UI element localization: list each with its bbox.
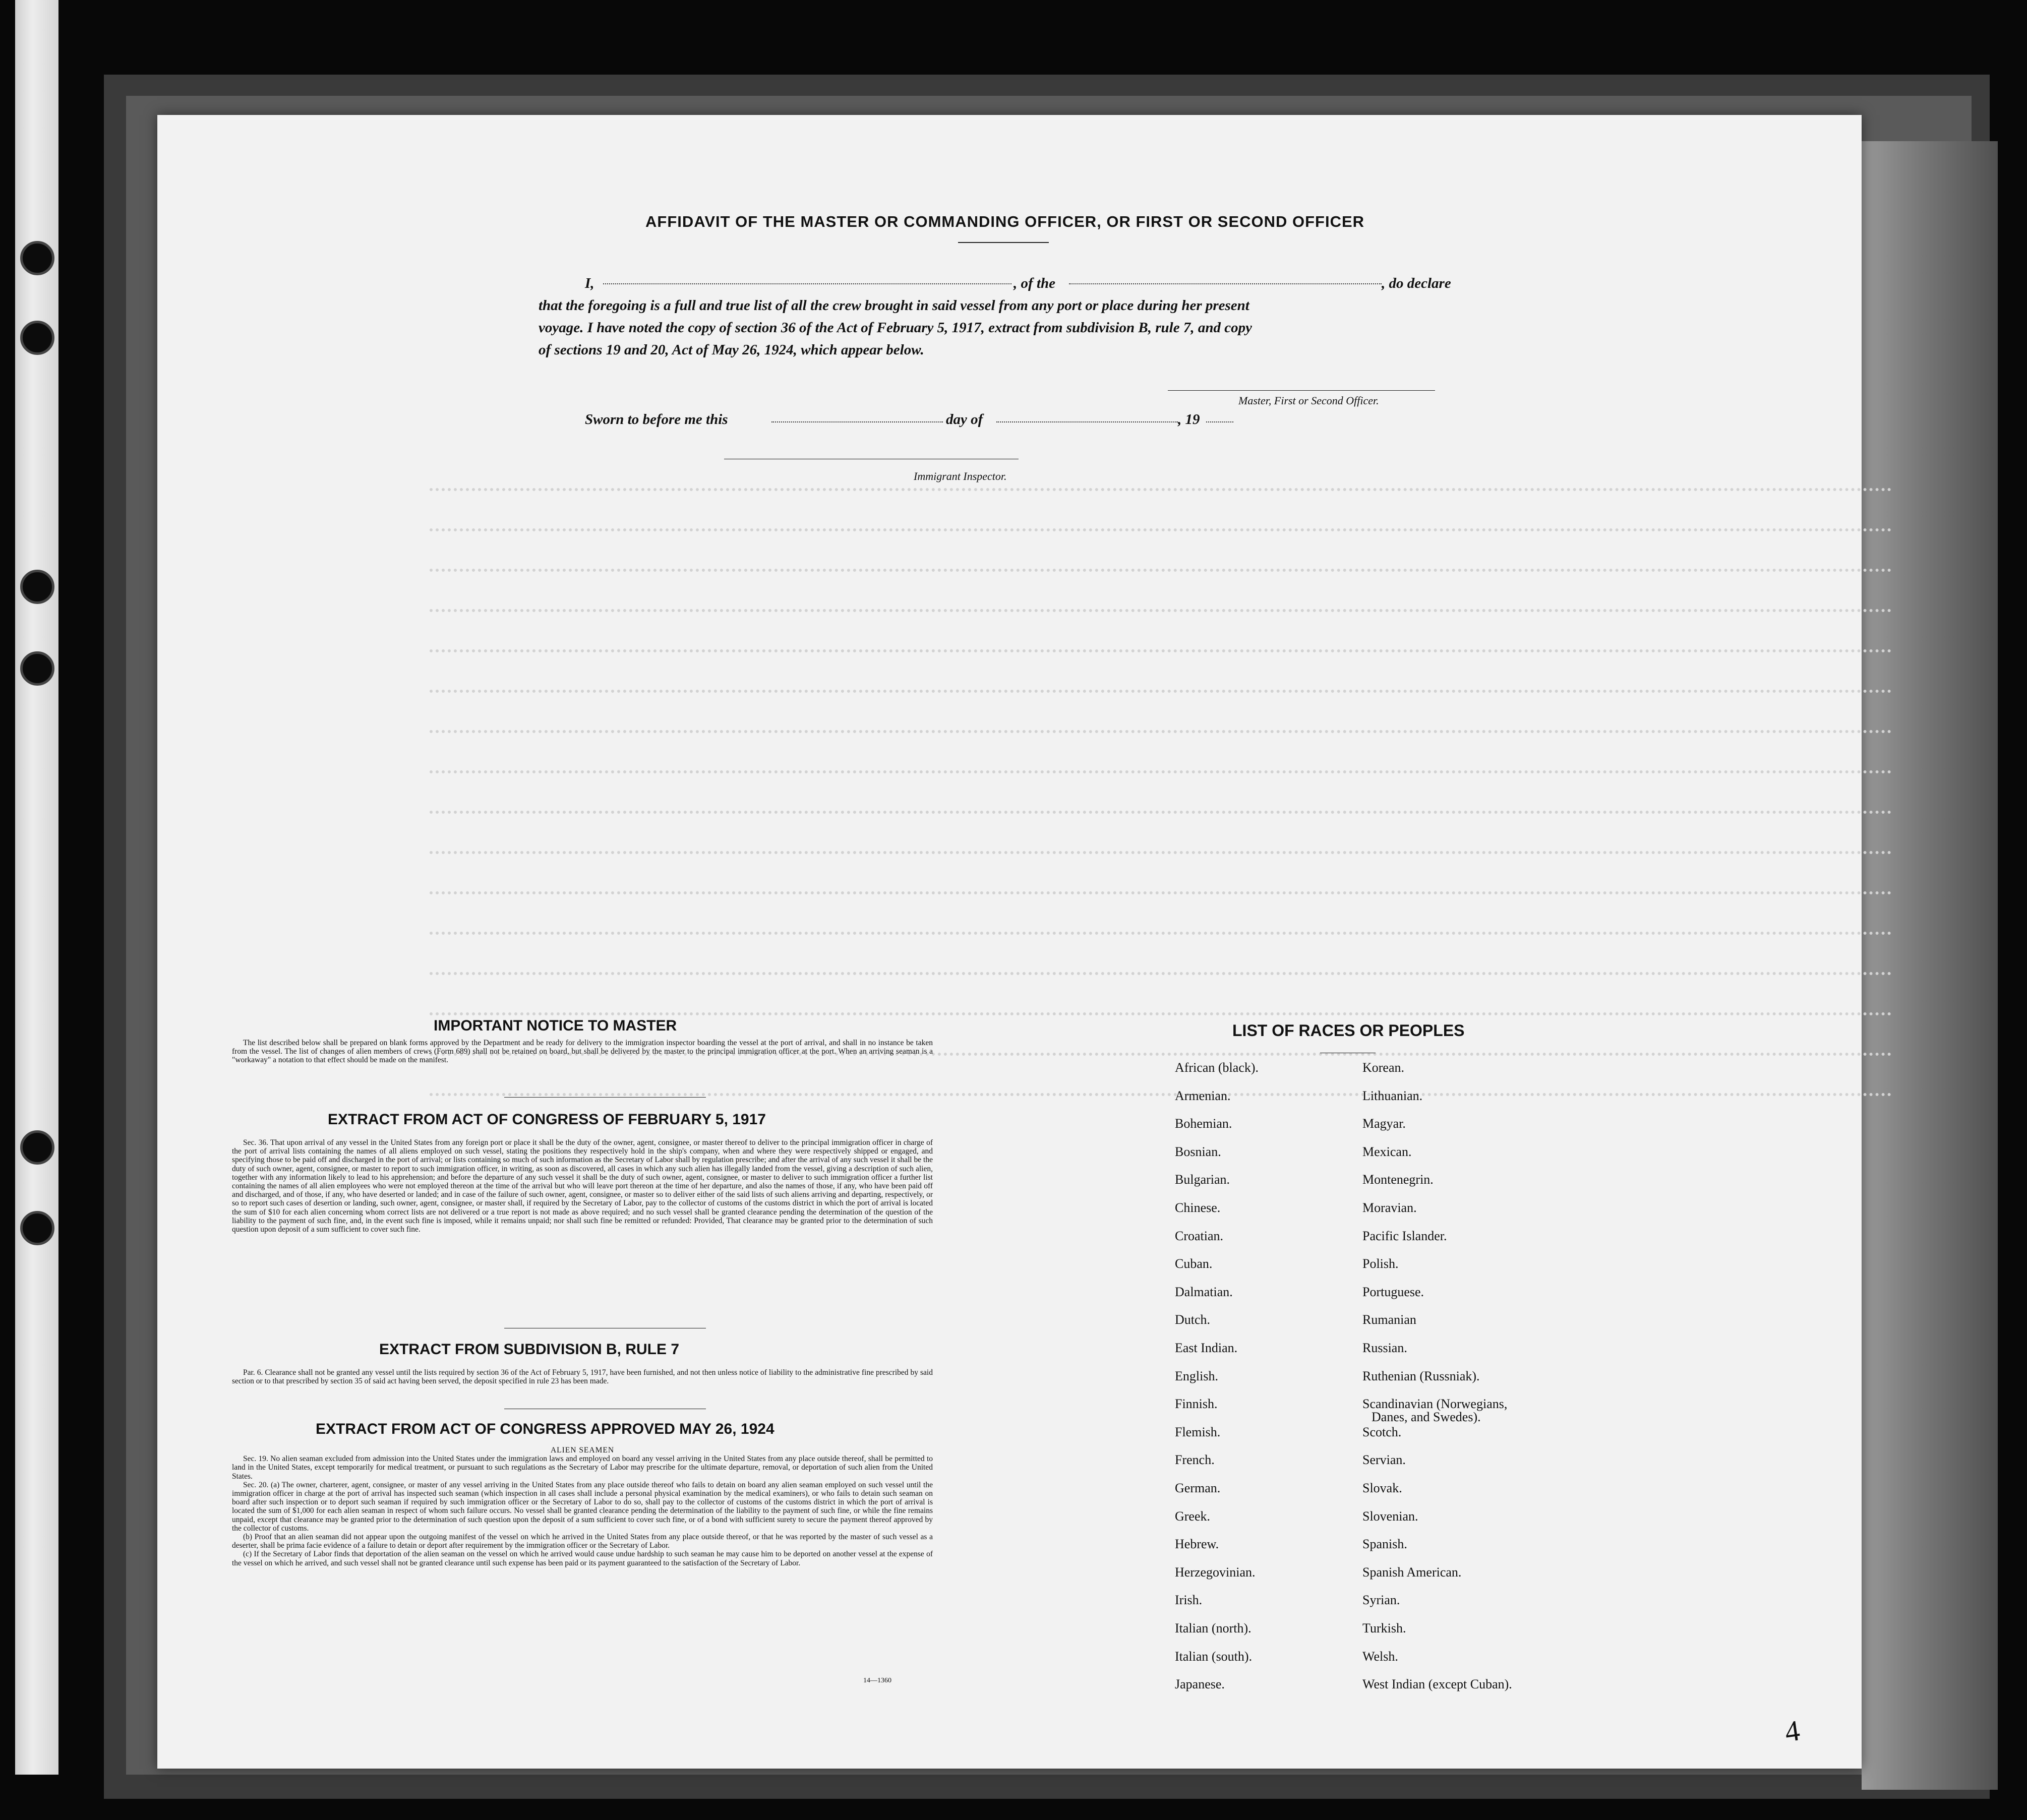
race-item: Flemish. [1175, 1424, 1221, 1439]
sworn-day-of: day of [946, 411, 983, 428]
races-title: LIST OF RACES OR PEOPLES [1232, 1021, 1465, 1040]
race-item: German. [1175, 1481, 1221, 1495]
race-item: Danes, and Swedes). [1372, 1410, 1481, 1425]
affidavit-i: I, [585, 275, 594, 291]
bleed-through-row [430, 690, 1892, 708]
extract-1924-title: EXTRACT FROM ACT OF CONGRESS APPROVED MAY 26, 1924 [316, 1421, 774, 1437]
punch-hole [20, 570, 54, 604]
race-item: Japanese. [1175, 1677, 1225, 1692]
bleed-through-row [430, 649, 1892, 668]
notice-title: IMPORTANT NOTICE TO MASTER [434, 1017, 677, 1034]
name-blank [603, 283, 1011, 284]
inspector-label: Immigrant Inspector. [914, 470, 1007, 482]
sworn-year-blank [1206, 421, 1233, 422]
race-item: Dutch. [1175, 1312, 1211, 1327]
extract-1917-text [232, 1138, 933, 1234]
race-item: West Indian (except Cuban). [1362, 1677, 1512, 1692]
bleed-through-row [430, 891, 1892, 909]
punch-hole [20, 321, 54, 355]
bleed-through-row [430, 851, 1892, 869]
section-divider [504, 1097, 706, 1098]
extract-1924-text [232, 1446, 933, 1567]
punch-hole [20, 651, 54, 686]
title-underline [958, 242, 1049, 243]
master-signature-label: Master, First or Second Officer. [1238, 394, 1379, 407]
race-item: Mexican. [1362, 1144, 1412, 1159]
race-item: Bosnian. [1175, 1144, 1221, 1159]
sworn-day-blank [771, 421, 943, 422]
race-item: Dalmatian. [1175, 1284, 1233, 1299]
page-number: 4 [1782, 1714, 1802, 1748]
race-item: Ruthenian (Russniak). [1362, 1368, 1480, 1383]
notice-text [232, 1039, 933, 1065]
race-item: Montenegrin. [1362, 1172, 1434, 1187]
race-item: Welsh. [1362, 1649, 1398, 1664]
race-item: Syrian. [1362, 1593, 1400, 1608]
punch-hole [20, 1130, 54, 1165]
race-item: Spanish American. [1362, 1564, 1462, 1580]
race-item: Magyar. [1362, 1116, 1406, 1131]
extract-1917-title: EXTRACT FROM ACT OF CONGRESS OF FEBRUARY 5, 1917 [328, 1111, 766, 1128]
bleed-through-row [430, 569, 1892, 587]
race-item: Rumanian [1362, 1312, 1416, 1327]
sworn-month-blank [996, 421, 1178, 422]
affidavit-line-2: that the foregoing is a full and true list of all the crew brought in said vessel from any port or place during her present [539, 297, 1249, 314]
notice-paragraph: The list described below shall be prepared on blank forms approved by the Department and be ready for delivery to the immigration inspector boarding the vessel at the port of arrival, and shall in no instance be taken from the vessel. The list of changes of alien members of crews (Form 689) shall not be retained on board, but shall be delivered by the master to the principal immigration officer at the port. When an arriving seaman is a "workaway" a notation to that effect should be made on the manifest. [232, 1039, 933, 1065]
bleed-through-row [430, 932, 1892, 950]
page-edge [1862, 141, 1998, 1790]
race-item: Portuguese. [1362, 1284, 1424, 1299]
binder-strip [15, 0, 58, 1775]
race-item: Spanish. [1362, 1537, 1407, 1552]
race-item: Bulgarian. [1175, 1172, 1230, 1187]
section-20a-paragraph: Sec. 20. (a) The owner, charterer, agent, consignee, or master of any vessel arriving in the United States from any place outside thereof who fails to detain on board any alien seaman employed on such vessel until the immigration officer in charge at the port of arrival has inspected such seaman (which inspection in all cases shall include a personal physical examination by the medical examiners), or who fails to detain such seaman on board after such inspection or to deport such seaman if required by such immigration officer or the Secretary of Labor to do so, shall pay to the collector of customs of the customs district in which the port of arrival is located the sum of $1,000 for each alien seaman in respect of whom such failure occurs. No vessel shall be granted clearance pending the determination of the liability to the payment of such fine, or while the fine remains unpaid, except that clearance may be granted prior to the determination of such question upon the deposit of a sum sufficient to cover such fine, or of a bond with sufficient surety to secure the payment thereof approved by the collector of customs. [232, 1480, 933, 1533]
affidavit-line-4: of sections 19 and 20, Act of May 26, 1924, which appear below. [539, 342, 924, 358]
race-item: Finnish. [1175, 1397, 1218, 1412]
race-item: Scotch. [1362, 1424, 1402, 1439]
race-item: Italian (south). [1175, 1649, 1253, 1664]
form-number: 14—1360 [863, 1677, 891, 1684]
subdivision-b-title: EXTRACT FROM SUBDIVISION B, RULE 7 [379, 1341, 680, 1358]
race-item: Herzegovinian. [1175, 1564, 1256, 1580]
race-item: Korean. [1362, 1060, 1405, 1075]
subdivision-b-text [232, 1368, 933, 1385]
race-item: Hebrew. [1175, 1537, 1219, 1552]
punch-hole [20, 1211, 54, 1245]
race-item: Irish. [1175, 1593, 1203, 1608]
bleed-through-row [430, 609, 1892, 627]
race-item: Cuban. [1175, 1256, 1213, 1271]
affidavit-title: AFFIDAVIT OF THE MASTER OR COMMANDING OFFICER, OR FIRST OR SECOND OFFICER [645, 213, 1365, 230]
sworn-prefix: Sworn to before me this [585, 411, 728, 428]
bleed-through-row [430, 1093, 1892, 1111]
race-item: Armenian. [1175, 1088, 1231, 1103]
paragraph-6: Par. 6. Clearance shall not be granted any vessel until the lists required by section 36 of the Act of February 5, 1917, have been furnished, and not then unless notice of liability to the administrative fine prescribed by said section or to that prescribed by section 35 of said act having been served, the deposit specified in rule 23 has been made. [232, 1368, 933, 1386]
section-20b-paragraph: (b) Proof that an alien seaman did not appear upon the outgoing manifest of the vessel on which he arrived in the United States from any place outside thereof, or that he was reported by the master of such vessel as a deserter, shall be prima facie evidence of a failure to detain or deport after requirement by the immigration officer or the Secretary of Labor. [232, 1533, 933, 1550]
race-item: Russian. [1362, 1341, 1407, 1355]
section-36-paragraph: Sec. 36. That upon arrival of any vessel in the United States from any foreign port or place it shall be the duty of the owner, agent, consignee, or master thereof to deliver to the principal immigration officer in charge of the port of arrival lists containing the names of all aliens employed on such vessel, stating the positions they respectively hold in the ship's company, when and where they were respectively shipped or engaged, and specifying those to be paid off and discharged in the port of arrival; or lists containing so much of such information as the Secretary of Labor shall by regulation prescribe; and after the arrival of any such vessel it shall be the duty of such owner, agent, consignee, or master to report to such immigration officer, in writing, as soon as discovered, all cases in which any such alien has illegally landed from the vessel, giving a description of such alien, together with any information likely to lead to his apprehension; and before the departure of any such vessel it shall be the duty of such owner, agent, consignee, or master to deliver to such immigration officer a further list containing the names of all alien employees who were not employed thereon at the time of the arrival but who will leave port thereon at the time of her departure, and also the names of those, if any, who have been paid off and discharged, and of those, if any, who have deserted or landed; and in case of the failure of such owner, agent, consignee, or master so to deliver either of the said lists of such aliens arriving and departing, respectively, or so to report such cases of desertion or landing, such owner, agent, consignee, or master shall, if required by the Secretary of Labor, pay to the collector of customs of the customs district in which the port of arrival is located the sum of $10 for each alien concerning whom correct lists are not delivered or a true report is not made as above required; and no such vessel shall be granted clearance pending the determination of the question of the liability to the payment of such fine, and, in the event such fine is imposed, while it remains unpaid; nor shall such fine be remitted or refunded: Provided, That clearance may be granted prior to the determination of such question upon deposit of a sum sufficient to cover such fine. [232, 1138, 933, 1234]
bleed-through-row [430, 811, 1892, 829]
race-item: Moravian. [1362, 1200, 1417, 1215]
affidavit-of-the: , of the [1014, 275, 1055, 291]
race-item: Servian. [1362, 1452, 1406, 1468]
race-item: Greek. [1175, 1508, 1211, 1524]
sworn-year: , 19 [1178, 411, 1200, 428]
bleed-through-row [430, 488, 1892, 506]
race-item: Bohemian. [1175, 1116, 1232, 1131]
race-item: French. [1175, 1452, 1215, 1468]
section-19-paragraph: Sec. 19. No alien seaman excluded from admission into the United States under the immigration laws and employed on board any vessel arriving in the United States from any place outside thereof, shall be permitted to land in the United States, except temporarily for medical treatment, or pursuant to such regulations as the Secretary of Labor may prescribe for the ultimate departure, removal, or deportation of such alien from the United States. [232, 1454, 933, 1481]
race-item: East Indian. [1175, 1341, 1238, 1355]
race-item: Slovenian. [1362, 1508, 1418, 1524]
affidavit-line-3: voyage. I have noted the copy of section 36 of the Act of February 5, 1917, extract from subdivision B, rule 7, and copy [539, 320, 1252, 336]
affidavit-declare: , do declare [1382, 275, 1451, 291]
alien-seamen-subtitle: ALIEN SEAMEN [550, 1446, 615, 1454]
race-item: Scandinavian (Norwegians, [1362, 1397, 1508, 1412]
race-item: African (black). [1175, 1060, 1259, 1075]
race-item: Slovak. [1362, 1481, 1402, 1495]
race-item: Pacific Islander. [1362, 1228, 1447, 1243]
master-signature-line [1168, 390, 1435, 391]
bleed-through-row [430, 972, 1892, 990]
race-item: Turkish. [1362, 1621, 1406, 1635]
section-20c-paragraph: (c) If the Secretary of Labor finds that deportation of the alien seaman on the vessel on which he arrived would cause undue hardship to such seaman he may cause him to be deported on another vessel at the expense of the vessel on which he arrived, and such vessel shall not be granted clearance until such expense has been paid or its payment guaranteed to the satisfaction of the Secretary of Labor. [232, 1550, 933, 1567]
race-item: Italian (north). [1175, 1621, 1251, 1635]
bleed-through-row [430, 528, 1892, 547]
race-item: Croatian. [1175, 1228, 1224, 1243]
race-item: Lithuanian. [1362, 1088, 1423, 1103]
vessel-blank [1069, 283, 1382, 284]
race-item: Chinese. [1175, 1200, 1221, 1215]
race-item: English. [1175, 1368, 1218, 1383]
punch-hole [20, 241, 54, 275]
bleed-through-row [430, 730, 1892, 748]
bleed-through-row [430, 770, 1892, 788]
race-item: Polish. [1362, 1256, 1399, 1271]
